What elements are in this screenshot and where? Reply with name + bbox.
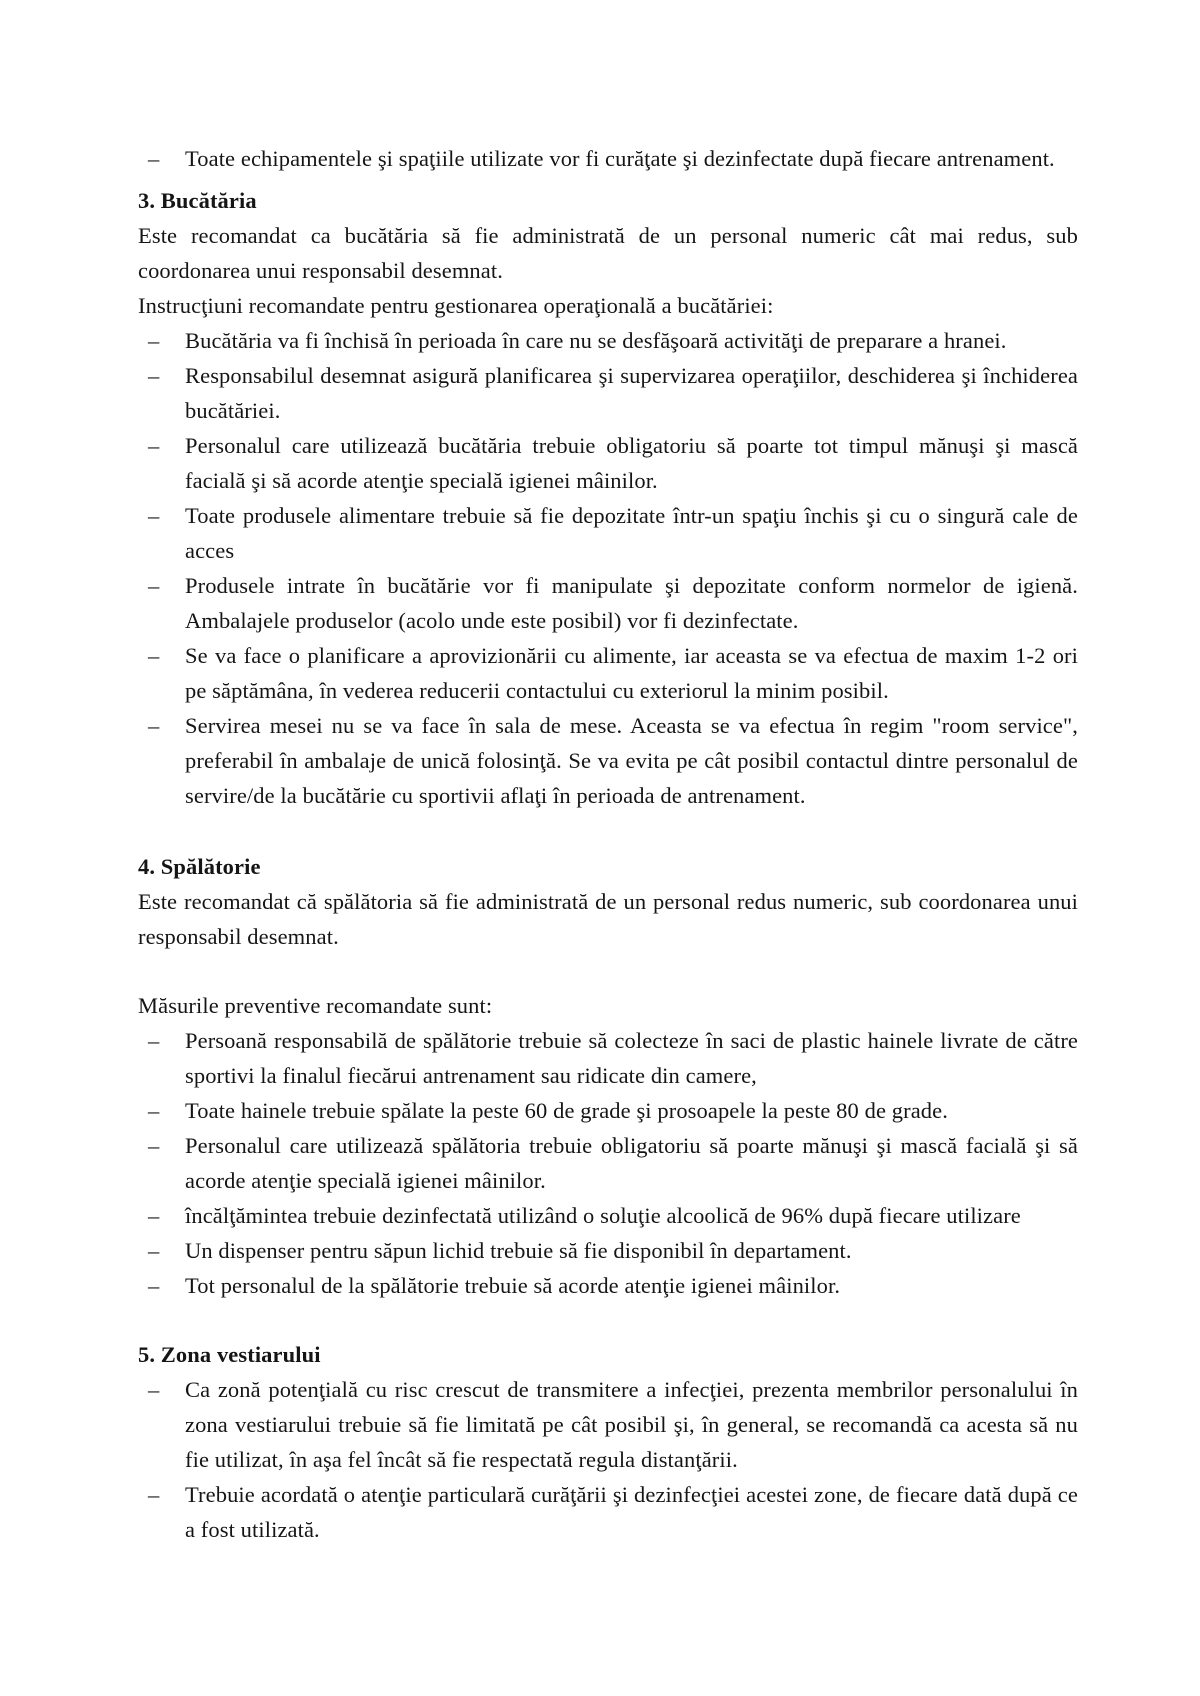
bullet-text: Personalul care utilizează bucătăria trebuie obligatoriu să poarte tot timpul mănuşi şi mască facială şi să acorde atenţie specială igienei mâinilor.: [185, 433, 1078, 493]
section-heading: 4. Spălătorie: [138, 854, 261, 879]
list-item: [138, 358, 1078, 428]
list-item: [138, 638, 1078, 708]
bullet-text: Personalul care utilizează spălătoria trebuie obligatoriu să poarte mănuşi şi mască facială şi să acorde atenţie specială igienei mâinilor.: [185, 1133, 1078, 1193]
list-item: [138, 1093, 1078, 1128]
list-item: [138, 428, 1078, 498]
bullet-dash: –: [148, 1238, 160, 1263]
bullet-text: Persoană responsabilă de spălătorie trebuie să colecteze în saci de plastic hainele livrate de către sportivi la finalul fiecărui antrenament sau ridicate din camere,: [185, 1028, 1078, 1088]
bullet-dash: –: [148, 433, 160, 458]
paragraph: Este recomandat că spălătoria să fie administrată de un personal redus numeric, sub coordonarea unui responsabil desemnat.: [138, 889, 1078, 949]
bullet-text: Produsele intrate în bucătărie vor fi manipulate şi depozitate conform normelor de igienă. Ambalajele produselor (acolo unde este posibil) vor fi dezinfectate.: [185, 573, 1078, 633]
list-item: [138, 498, 1078, 568]
list-item: [138, 1477, 1078, 1547]
bullet-text: Trebuie acordată o atenţie particulară curăţării şi dezinfecţiei acestei zone, de fiecare dată după ce a fost utilizată.: [185, 1482, 1078, 1542]
list-item: [138, 1023, 1078, 1093]
section-spalatorie: [138, 849, 1078, 1303]
bullet-dash: –: [148, 1098, 160, 1123]
paragraph: Instrucţiuni recomandate pentru gestionarea operaţională a bucătăriei:: [138, 293, 774, 318]
bullet-dash: –: [148, 643, 160, 668]
list-item: [138, 568, 1078, 638]
bullet-text: Toate hainele trebuie spălate la peste 60 de grade şi prosoapele la peste 80 de grade.: [185, 1098, 948, 1123]
list-item: [138, 1372, 1078, 1477]
bullet-text: Toate echipamentele şi spaţiile utilizate vor fi curăţate şi dezinfectate după fiecare antrenament.: [185, 146, 1055, 171]
bullet-dash: –: [148, 1273, 160, 1298]
bullet-text: încălţămintea trebuie dezinfectată utilizând o soluţie alcoolică de 96% după fiecare utilizare: [185, 1203, 1021, 1228]
list-item: [138, 1268, 1078, 1303]
bullet-dash: –: [148, 146, 160, 171]
section-heading: 5. Zona vestiarului: [138, 1342, 321, 1367]
bullet-dash: –: [148, 328, 160, 353]
section-heading: 3. Bucătăria: [138, 188, 257, 213]
list-item: [138, 1198, 1078, 1233]
bullet-text: Responsabilul desemnat asigură planificarea şi supervizarea operaţiilor, deschiderea şi închiderea bucătăriei.: [185, 363, 1078, 423]
bullet-dash: –: [148, 363, 160, 388]
document-body: [138, 141, 1078, 1547]
bullet-text: Ca zonă potenţială cu risc crescut de transmitere a infecţiei, prezenta membrilor personalului în zona vestiarului trebuie să fie limitată pe cât posibil şi, în general, se recomandă ca acesta să nu fie utilizat, în aşa fel încât să fie respectată regula distanţării.: [185, 1377, 1078, 1472]
bullet-text: Un dispenser pentru săpun lichid trebuie să fie disponibil în departament.: [185, 1238, 852, 1263]
bullet-dash: –: [148, 1203, 160, 1228]
section-bucataria: [138, 183, 1078, 813]
intro-bullet-list: [138, 141, 1078, 176]
bullet-text: Tot personalul de la spălătorie trebuie să acorde atenţie igienei mâinilor.: [185, 1273, 841, 1298]
bullet-list: [138, 323, 1078, 813]
paragraph: Măsurile preventive recomandate sunt:: [138, 993, 493, 1018]
list-item: [138, 141, 1078, 176]
bullet-dash: –: [148, 1133, 160, 1158]
paragraph: Este recomandat ca bucătăria să fie administrată de un personal numeric cât mai redus, sub coordonarea unui responsabil desemnat.: [138, 223, 1078, 283]
list-item: [138, 1128, 1078, 1198]
bullet-list: [138, 1372, 1078, 1547]
bullet-dash: –: [148, 1377, 160, 1402]
bullet-dash: –: [148, 503, 160, 528]
list-item: [138, 323, 1078, 358]
bullet-text: Se va face o planificare a aprovizionării cu alimente, iar aceasta se va efectua de maxim 1-2 ori pe săptămâna, în vederea reducerii contactului cu exteriorul la minim posibil.: [185, 643, 1078, 703]
section-zona-vestiarului: [138, 1337, 1078, 1547]
bullet-dash: –: [148, 573, 160, 598]
bullet-text: Toate produsele alimentare trebuie să fie depozitate într-un spaţiu închis şi cu o singură cale de acces: [185, 503, 1078, 563]
bullet-text: Bucătăria va fi închisă în perioada în care nu se desfăşoară activităţi de preparare a hranei.: [185, 328, 1007, 353]
bullet-list: [138, 1023, 1078, 1303]
bullet-dash: –: [148, 1482, 160, 1507]
bullet-text: Servirea mesei nu se va face în sala de mese. Aceasta se va efectua în regim "room service", preferabil în ambalaje de unică folosinţă. Se va evita pe cât posibil contactul dintre personalul de servire/de la bucătărie cu sportivii aflaţi în perioada de antrenament.: [185, 713, 1078, 808]
bullet-dash: –: [148, 1028, 160, 1053]
bullet-dash: –: [148, 713, 160, 738]
list-item: [138, 708, 1078, 813]
list-item: [138, 1233, 1078, 1268]
